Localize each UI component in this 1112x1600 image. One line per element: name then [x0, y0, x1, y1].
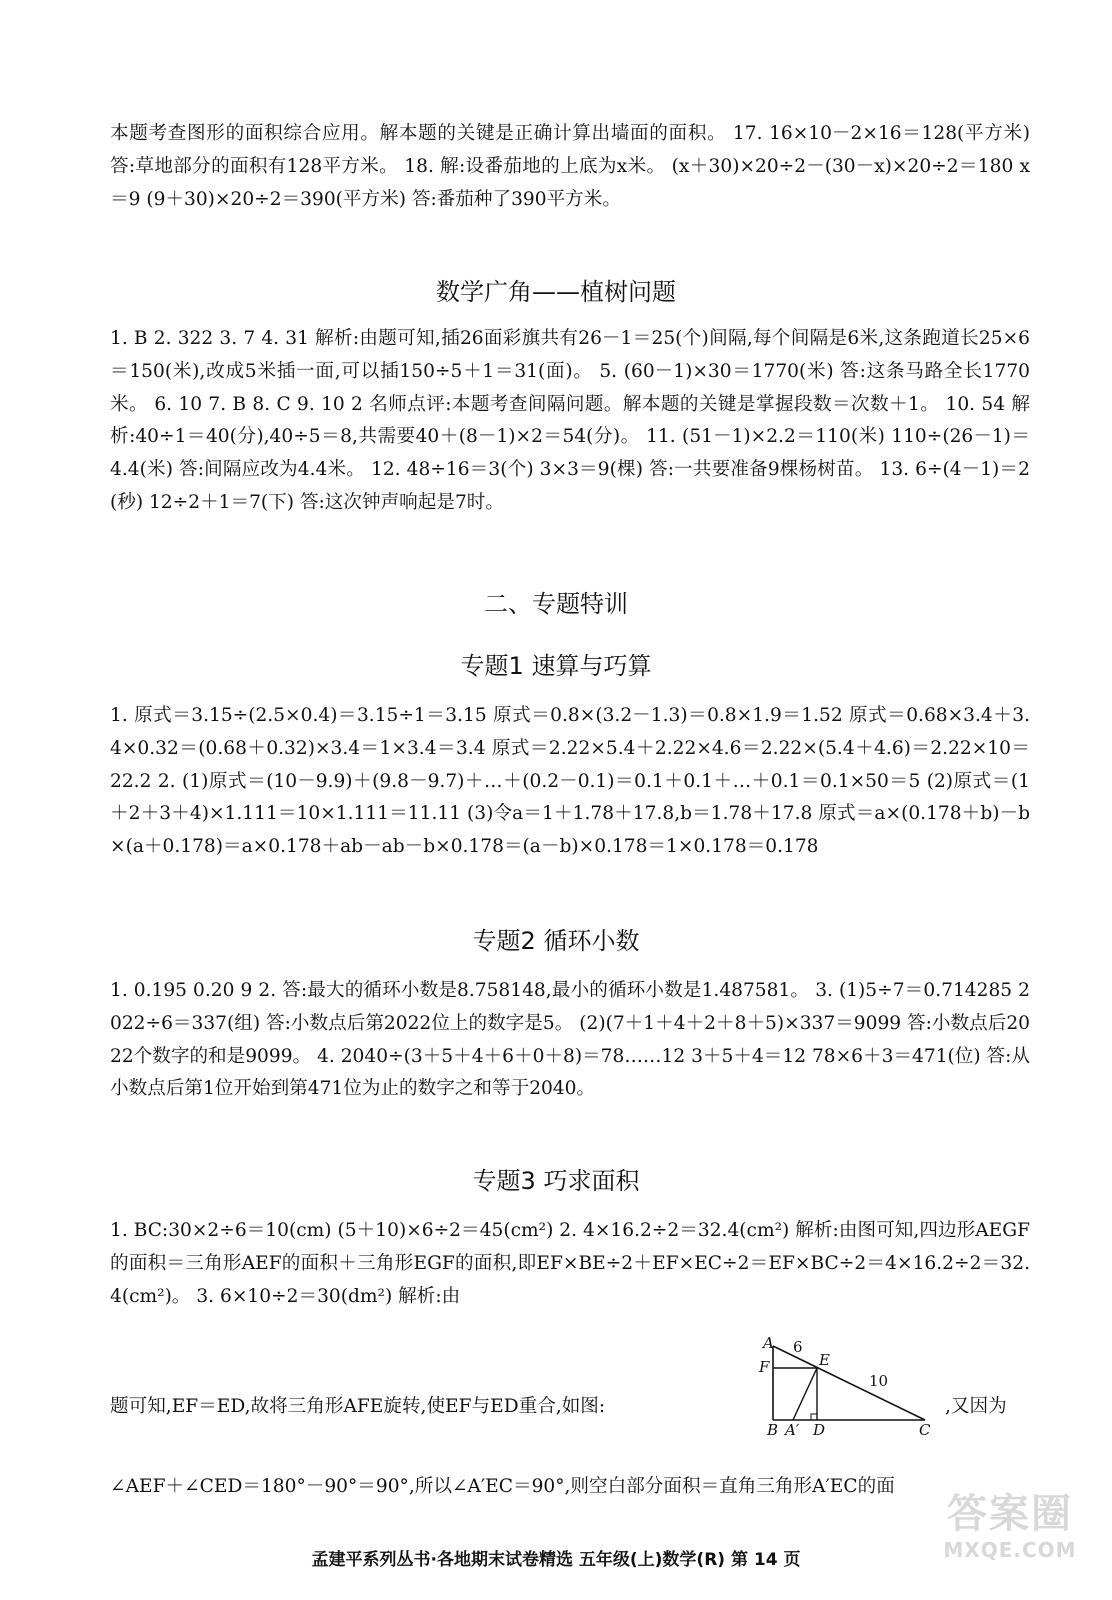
side-ac — [773, 1346, 925, 1420]
label-length-6: 6 — [793, 1338, 803, 1356]
label-e: E — [819, 1351, 830, 1369]
label-a: A — [763, 1334, 774, 1352]
label-length-10: 10 — [869, 1372, 889, 1390]
page-footer: 孟建平系列丛书·各地期末试卷精选 五年级(上)数学(R) 第 14 页 — [311, 1550, 801, 1570]
section-heading-special-training: 二、专题特训 — [484, 590, 628, 618]
label-f: F — [759, 1358, 770, 1376]
section-heading-topic-1: 专题1 速算与巧算 — [460, 652, 652, 680]
label-b: B — [767, 1421, 779, 1439]
answer-line-figure-tail: ,又因为 — [945, 1396, 1007, 1417]
section-heading-tree-planting: 数学广角——植树问题 — [436, 278, 676, 306]
answer-line-figure-intro: 题可知,EF＝ED,故将三角形AFE旋转,使EF与ED重合,如图: — [110, 1396, 606, 1417]
answer-paragraph-tree-planting: 1. B 2. 322 3. 7 4. 31 解析:由题可知,插26面彩旗共有26－1＝25(个)间隔,每个间隔是6米,这条跑道长25×6＝150(米),改成5米插一面,可以插150÷5＋1＝31(面)。 5. (60－1)×30＝1770(米) 答:这条马路全长1770米。 6. 10 7. B 8. C 9. 10 2 名师点评:本题考查间隔问题。解本题的关键是掌握段数＝次数＋1。 10. 54 解析:40÷1＝40(分),40÷5＝8,共需要40＋(8－1)×2＝54(分)。 11. (51－1)×2.2＝110(米) 110÷(26－1)＝4.4(米) 答:间隔应改为4.4米。 12. 48÷16＝3(个) 3×3＝9(棵) 答:一共要准备9棵杨树苗。 13. 6÷(4－1)＝2(秒) 12÷2＋1＝7(下) 答:这次钟声响起是7时。 — [110, 328, 1030, 513]
watermark-text-small: MXQE.COM — [943, 1538, 1077, 1562]
answer-paragraph-topic-1: 1. 原式＝3.15÷(2.5×0.4)＝3.15÷1＝3.15 原式＝0.8×(3.2－1.3)＝0.8×1.9＝1.52 原式＝0.68×3.4＋3.4×0.32＝(0.68＋0.32)×3.4＝1×3.4＝3.4 原式＝2.22×5.4＋2.22×4.6＝2.22×(5.4＋4.6)＝2.22×10＝22.2 2. (1)原式＝(10－9.9)＋(9.8－9.7)＋…＋(0.2－0.1)＝0.1＋0.1＋…＋0.1＝0.1×50＝5 (2)原式＝(1＋2＋3＋4)×1.111＝10×1.111＝11.11 (3)令a＝1＋1.78＋17.8,b＝1.78＋17.8 原式＝a×(0.178＋b)－b×(a＋0.178)＝a×0.178＋ab－ab－b×0.178＝(a－b)×0.178＝1×0.178＝0.178 — [110, 705, 1030, 858]
triangle-rotation-figure — [759, 1334, 940, 1439]
label-d: D — [813, 1421, 826, 1439]
segment-ea2 — [793, 1368, 817, 1420]
answer-paragraph-topic-2: 1. 0.195 0.20 9 2. 答:最大的循环小数是8.758148,最小的循环小数是1.487581。 3. (1)5÷7＝0.714285 2022÷6＝337(组) 答:小数点后第2022位上的数字是5。 (2)(7＋1＋4＋2＋8＋5)×337＝9099 答:小数点后2022个数字的和是9099。 4. 2040÷(3＋5＋4＋6＋0＋8)＝78……12 3＋5＋4＝12 78×6＋3＝471(位) 答:从小数点后第1位开始到第471位为止的数字之和等于2040。 — [110, 980, 1030, 1100]
section-heading-topic-2: 专题2 循环小数 — [472, 927, 640, 955]
section-heading-topic-3: 专题3 巧求面积 — [472, 1167, 640, 1195]
answer-paragraph-topic-3: 1. BC:30×2÷6＝10(cm) (5＋10)×6÷2＝45(cm²) 2. 4×16.2÷2＝32.4(cm²) 解析:由图可知,四边形AEGF的面积＝三角形AEF的面积＋三角形EGF的面积,即EF×BE÷2＋EF×EC÷2＝EF×BC÷2＝4×16.2÷2＝32.4(cm²)。 3. 6×10÷2＝30(dm²) 解析:由 — [110, 1220, 1030, 1307]
answer-paragraph-area-application: 本题考查图形的面积综合应用。解本题的关键是正确计算出墙面的面积。 17. 16×10－2×16＝128(平方米) 答:草地部分的面积有128平方米。 18. 解:设番茄地的上底为x米。 (x＋30)×20÷2－(30－x)×20÷2＝180 x＝9 (9＋30)×20÷2＝390(平方米) 答:番茄种了390平方米。 — [110, 123, 1030, 210]
watermark-logo — [930, 1490, 1090, 1562]
watermark-text-big: 答案圈 — [947, 1491, 1073, 1537]
answer-line-angle-reasoning: ∠AEF＋∠CED＝180°－90°＝90°,所以∠A′EC＝90°,则空白部分面积＝直角三角形A′EC的面 — [110, 1476, 895, 1497]
label-c: C — [919, 1421, 931, 1439]
label-a-prime: A′ — [785, 1421, 800, 1439]
right-angle-mark — [811, 1414, 817, 1420]
